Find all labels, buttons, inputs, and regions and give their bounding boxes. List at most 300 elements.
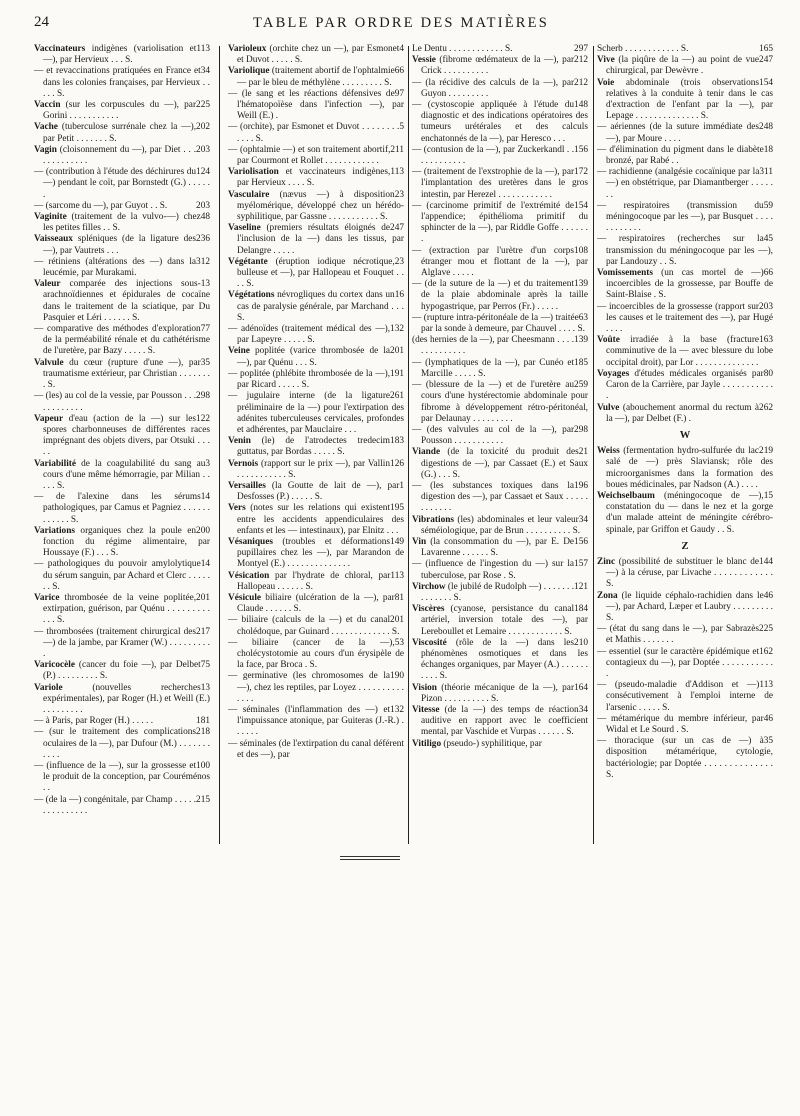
entry-headword: Vaginite — [34, 212, 67, 223]
index-entry — [228, 391, 404, 436]
entry-headword: Valeur — [34, 279, 61, 290]
page-reference: 15 — [763, 490, 773, 501]
page-reference: 100 — [196, 761, 210, 771]
entry-text: abdominale (trois observations relatives à la conduite à tenir dans le cas d'extraction de l'enfant par la —), par Lepage . . . . . . . . . . . . . . S. — [606, 77, 773, 122]
entry-text: (tuberculose surrénale chez la —), par Petit . . . . . . . S. — [43, 122, 197, 144]
page-reference: 59 — [763, 200, 773, 211]
page-reference: 162 — [759, 646, 773, 657]
entry-headword: Vaccin — [34, 100, 61, 111]
entry-text: (de la toxicité du produit des digestions de —), par Cassaet (E.) et Saux (G.) . . . S. — [421, 447, 588, 480]
index-entry — [228, 615, 404, 637]
page-reference: 164 — [574, 682, 588, 693]
entry-headword: Vive — [597, 55, 615, 66]
entry-text: (théorie mécanique de la —), par Pizon . . . . . . . . . . S. — [421, 682, 575, 704]
entry-text: (cancer du foie —), par Delbet (P.) . . . . . . . . . S. — [43, 660, 201, 682]
page-reference: 35 — [763, 736, 773, 747]
index-entry — [228, 145, 404, 167]
page-reference: 156 — [574, 144, 588, 155]
page-reference: 63 — [578, 312, 588, 323]
index-entry — [228, 44, 404, 66]
index-entry — [597, 591, 773, 625]
index-entry — [228, 537, 404, 571]
page-reference: 200 — [196, 525, 210, 536]
entry-text: — (sarcome du —), par Guyot . . S. — [34, 200, 168, 211]
page-reference: 126 — [390, 458, 404, 469]
entry-text: thrombosée de la veine poplitée, extirpation, guérison, par Quénu . . . . . . . . . . . . S. — [43, 592, 210, 626]
page-reference: 181 — [196, 716, 210, 727]
entry-headword: Viscères — [412, 604, 445, 615]
entry-text: (nævus —) à disposition myélomérique, développé chez un hérédo-syphilitique, par Gassne . . . . . . . . . . . S. — [237, 189, 404, 223]
entry-text: biliaire (ulcération de la —), par Claude . . . . . . S. — [237, 592, 395, 615]
page-reference: 202 — [196, 122, 210, 133]
column-rule — [593, 46, 594, 844]
page-reference: 172 — [574, 167, 588, 178]
page-reference: 184 — [574, 604, 588, 615]
page-reference: 18 — [763, 144, 773, 155]
page-reference: 144 — [759, 556, 773, 567]
entry-text: (le liquide céphalo-rachidien dans le —), par Achard, Læper et Laubry . . . . . . . . . S. — [606, 590, 773, 623]
entry-text: (rôle de la —) dans les phénomènes osmotiques et dans les échanges organiques, par Mayer (A.) . . . . . . . . . . S. — [421, 637, 588, 682]
index-entry — [34, 459, 210, 493]
index-entry — [597, 78, 773, 123]
entry-text: — (traitement de l'exstrophie de la —), par l'implantation des uretères dans le gros intestin, par Herezel . . . . . . . . . . . . — [412, 167, 588, 200]
entry-text: — (cystoscopie appliquée à l'étude du diagnostic et des indications opératoires des tumeurs urétérales et des calculs enchatonnés de la —), par Heresco . . . — [412, 100, 588, 144]
index-entry — [412, 638, 588, 683]
index-entry — [597, 369, 773, 403]
page-reference: 5 — [399, 122, 404, 133]
index-entry — [228, 122, 404, 144]
page-reference: 53 — [394, 637, 404, 648]
entry-text: — d'élimination du pigment dans le diabète bronzé, par Rabé . . — [597, 144, 764, 167]
entry-text: — séminales (l'inflammation des —) et l'impuissance atonique, par Guiteras (J.-R.) . . . . . . — [228, 704, 404, 738]
index-entry — [34, 526, 210, 560]
index-entry — [228, 346, 404, 368]
page-reference: 14 — [200, 492, 210, 503]
index-entry — [412, 55, 588, 77]
index-entry — [597, 55, 773, 77]
index-entry — [412, 447, 588, 481]
section-letter: W — [679, 429, 691, 441]
page-reference: 195 — [390, 503, 404, 514]
entry-text: — de l'alexine dans les sérums pathologiques, par Camus et Pagniez . . . . . . . . . . . . S. — [34, 492, 210, 525]
entry-text: — poplitée (phlébite thrombosée de la —), par Ricard . . . . . S. — [228, 368, 391, 391]
index-columns — [34, 44, 773, 844]
page-reference: 185 — [574, 357, 588, 368]
index-entry — [597, 714, 773, 736]
entry-text: — (la récidive des calculs de la —), par Guyon . . . . . . . . . — [412, 77, 575, 99]
page-reference: 191 — [390, 368, 404, 379]
index-entry — [34, 145, 210, 167]
page-reference: 23 — [394, 256, 404, 267]
entry-text: — (lymphatiques de la —), par Cunéo et Marcille . . . . . S. — [412, 357, 575, 379]
entry-text: — (rupture intra-péritonéale de la —) traitée par la sonde à demeure, par Chauvel . . . . S. — [412, 312, 585, 335]
entry-text: (orchite chez un —), par Esmonet et Duvot . . . . . S. — [237, 44, 400, 66]
index-entry — [34, 167, 210, 201]
page-reference: 190 — [390, 671, 404, 682]
entry-text: spléniques (de la ligature des —), par Vautrets . . . — [43, 234, 197, 256]
entry-text: — (les substances toxiques dans la digestion des —), par Cassaet et Saux . . . . . . . . . . . . — [412, 480, 588, 514]
index-entry — [228, 481, 404, 503]
entry-headword: Vaccinateurs — [34, 44, 86, 54]
page-reference: 108 — [574, 245, 588, 256]
entry-text: organiques chez la poule en fonction du régime alimentaire, par Houssaye (F.) . . . S. — [43, 525, 210, 559]
page-reference: 1 — [399, 480, 404, 491]
page-title: TABLE PAR ORDRE DES MATIÈRES — [253, 15, 549, 31]
entry-headword: Varicocèle — [34, 660, 75, 671]
entry-text: indigènes (variolisation et —), par Hervieux . . . S. — [43, 44, 197, 66]
index-entry — [412, 604, 588, 638]
index-entry — [597, 145, 773, 167]
entry-text: (possibilité de substituer le blanc de —) à la céruse, par Livache . . . . . . . . . . . . S. — [606, 556, 773, 590]
entry-headword: Weichselbaum — [597, 490, 655, 501]
index-entry — [597, 680, 773, 714]
page-reference: 113 — [390, 167, 404, 178]
entry-text: (de la —) des temps de réaction auditive en rapport avec le coefficient mental, par Vaschide et Vurpas . . . . . . S. — [421, 704, 588, 738]
entry-headword: Varice — [34, 592, 60, 603]
index-entry — [228, 739, 404, 761]
index-entry — [412, 100, 588, 145]
page-reference: 45 — [763, 234, 773, 245]
entry-text: (troubles et déformations pupillaires chez les —), par Marandon de Montyel (E.) . . . . . . . . . . . . . . — [237, 536, 404, 570]
page-reference: 46 — [763, 590, 773, 601]
entry-headword: Vapeur — [34, 413, 64, 424]
index-entry — [597, 122, 773, 144]
index-entry — [228, 571, 404, 593]
entry-text: — (le sang et les réactions défensives de l'hématopoïèse dans l'infection —), par Weill (E.) . — [228, 88, 404, 122]
entry-text: — rachidienne (analgésie cocaïnique par la —) en obstétrique, par Diamantberger . . . . . . . — [597, 167, 773, 200]
index-entry — [412, 358, 588, 380]
page-reference: 34 — [578, 514, 588, 525]
index-entry — [412, 425, 588, 447]
entry-headword: Vernois — [228, 458, 259, 469]
entry-text: (cyanose, persistance du canal artériel, inversion totale des —), par Lereboullet et Lemaire . . . . . . . . . . . . S. — [421, 604, 588, 637]
entry-text: d'études médicales organisés par Caron de la Carrière, par Jayle . . . . . . . . . . . . — [606, 368, 773, 402]
index-entry — [228, 459, 404, 481]
index-entry — [34, 257, 210, 279]
entry-text: (la Goutte de lait de —), par Desfosses (P.) . . . . . S. — [237, 480, 400, 503]
page-reference: 165 — [759, 44, 773, 54]
page-reference: 48 — [200, 212, 210, 223]
page-reference: 247 — [759, 55, 773, 66]
page-reference: 196 — [574, 480, 588, 491]
entry-headword: Valvule — [34, 357, 64, 368]
page-reference: 113 — [390, 570, 404, 581]
entry-text: (les) abdominales et leur valeur séméiologique, par de Brun . . . . . . . . . . S. — [421, 514, 581, 536]
entry-text: — biliaire (calculs de la —) et du canal cholédoque, par Guinard . . . . . . . . . . . . . S. — [228, 615, 400, 637]
index-entry — [412, 313, 588, 335]
entry-headword: Végétations — [228, 290, 275, 301]
page-reference: 13 — [200, 682, 210, 693]
page-reference: 66 — [394, 66, 404, 77]
page-reference: 183 — [390, 436, 404, 447]
index-column-2 — [228, 44, 404, 844]
entry-text: — (contribution à l'étude des déchirures du —) pendant le coït, par Bornstedt (G.) . . . . . . — [34, 167, 210, 200]
entry-text: (méningocoque de —), constatation du — dans le nez et la gorge d'un malade atteint de méningite cérébro-spinale, par Griffon et Gaudy . . S. — [606, 490, 773, 535]
entry-headword: Veine — [228, 346, 250, 357]
index-entry — [228, 705, 404, 739]
page-reference: 132 — [390, 704, 404, 715]
page-reference: 66 — [763, 268, 773, 279]
index-entry — [412, 201, 588, 246]
page-reference: 113 — [759, 680, 773, 691]
entry-text: (sur les corpuscules du —), par Gorini . . . . . . . . . . . — [43, 100, 197, 122]
entry-headword: Variolique — [228, 66, 270, 77]
page-reference: 14 — [200, 559, 210, 570]
entry-text: (notes sur les relations qui existent entre les accidents appendiculaires des enfants et les — intestinaux), par Elnitz . . . — [237, 503, 404, 536]
index-entry — [412, 380, 588, 425]
index-entry — [34, 761, 210, 795]
entry-text: (nouvelles recherches expérimentales), par Roger (H.) et Weill (E.) . . . . . . . . . — [43, 682, 210, 715]
page-reference: 148 — [574, 100, 588, 111]
page-reference: 13 — [200, 279, 210, 290]
entry-text: (des hernies de la —), par Cheesmann . . . . . . . . . . . . . . — [412, 335, 575, 357]
entry-headword: Voûte — [597, 335, 620, 346]
index-entry — [34, 414, 210, 459]
index-entry — [228, 89, 404, 123]
index-entry — [597, 44, 773, 55]
section-letter: Z — [681, 540, 689, 552]
page-reference: 21 — [578, 447, 588, 458]
page-reference: 201 — [196, 592, 210, 603]
entry-headword: Weiss — [597, 446, 620, 457]
entry-text: névrogliques du cortex dans un cas de paralysie générale, par Marchand . . . S. — [237, 290, 404, 323]
entry-text: — (pseudo-maladie d'Addison et —) consécutivement à l'emploi interne de l'arsenic . . . . . S. — [597, 680, 773, 713]
entry-text: — (orchite), par Esmonet et Duvot . . . . . . . . . . . . S. — [228, 122, 400, 144]
index-entry — [597, 167, 773, 201]
page-reference: 225 — [759, 624, 773, 635]
page-reference: 16 — [394, 290, 404, 301]
entry-text: (traitement de la vulvo-—) chez les petites filles . . S. — [43, 212, 201, 234]
column-rule — [408, 46, 409, 844]
page-reference: 203 — [196, 144, 210, 155]
index-entry — [597, 624, 773, 646]
entry-text: (le jubilé de Rudolph —) . . . . . . . . . . . . . . S. — [421, 581, 575, 603]
entry-text: — aériennes (de la suture immédiate des —), par Moure . . . . — [597, 122, 760, 144]
entry-headword: Vulve — [597, 402, 620, 413]
entry-headword: Vitiligo — [412, 738, 442, 749]
index-entry — [412, 335, 588, 357]
page-reference: 75 — [200, 660, 210, 671]
entry-text: — thrombosées (traitement chirurgical des —) de la jambe, par Kramer (W.) . . . . . . . . . . — [34, 626, 210, 659]
entry-text: irradiée à la base (fracture comminutive de la — avec blessure du lobe occipital droit), par Lor . . . . . . . . . . . . . . — [606, 335, 773, 368]
index-entry — [597, 201, 773, 235]
page-reference: 97 — [394, 88, 404, 99]
column-rule — [219, 46, 220, 844]
entry-headword: Venin — [228, 436, 251, 447]
entry-text: d'eau (action de la —) sur les spores charbonneuses de différentes races imprégnant des objets divers, par Otsuki . . . . . — [43, 413, 210, 458]
entry-text: (fibrome œdémateux de la —), par Crick . . . . . . . . . . — [421, 55, 575, 77]
page-reference: 297 — [574, 44, 588, 54]
page-reference: 248 — [759, 122, 773, 133]
page-reference: 154 — [759, 77, 773, 88]
page-number: 24 — [34, 14, 49, 30]
entry-text: — séminales (de l'extirpation du canal déférent et des —), par — [228, 738, 404, 760]
entry-text: — (les) au col de la vessie, par Pousson . . . . . . . . . . . . — [34, 391, 197, 413]
entry-text: (pseudo-) syphilitique, par — [441, 738, 542, 749]
entry-text: — (de la —) congénitale, par Champ . . . . . . . . . . . . . . . — [34, 794, 197, 816]
entry-text: du cœur (rupture d'une —), par traumatisme extérieur, par Christian . . . . . . . . S. — [43, 357, 210, 391]
entry-text: Le Dentu . . . . . . . . . . . . S. — [412, 44, 513, 54]
index-entry — [34, 660, 210, 682]
page-reference: 203 — [196, 200, 210, 211]
index-entry — [597, 302, 773, 336]
page-reference: 210 — [574, 637, 588, 648]
entry-text: (éruption iodique nécrotique, bulleuse et —), par Hallopeau et Fouquet . . . . S. — [237, 256, 404, 290]
index-entry — [34, 716, 210, 727]
entry-text: (le) de l'atrodectes tredecim guttatus, par Bordas . . . . . S. — [237, 436, 391, 458]
page-reference: 154 — [574, 200, 588, 211]
entry-text: — (blessure de la —) et de l'uretère au cours d'une hystérectomie abdominale pour fibrome à développement rétro-péritonéal, par Delaunay . . . . . . . . . — [412, 380, 588, 424]
entry-text: et vaccinateurs indigènes, par Hervieux . . . . S. — [237, 167, 391, 189]
entry-text: — à Paris, par Roger (H.) . . . . . — [34, 716, 154, 727]
page-reference: 218 — [196, 727, 210, 738]
page-reference: 156 — [574, 536, 588, 547]
entry-headword: Voyages — [597, 368, 630, 379]
entry-headword: Virchow — [412, 581, 446, 592]
page-reference: 3 — [205, 458, 210, 469]
page-reference: 23 — [394, 189, 404, 200]
index-entry — [597, 647, 773, 681]
page-reference: 215 — [196, 794, 210, 805]
index-entry — [34, 122, 210, 144]
footer-rule — [340, 859, 400, 860]
index-entry — [34, 358, 210, 392]
entry-text: par l'hydrate de chloral, par Hallopeau . . . . . . S. — [237, 570, 391, 592]
entry-text: — (carcinome primitif de l'extrémité de l'appendice; épithélioma primitif du sphincter de la —), par Riddle Goffe . . . . . . . — [412, 200, 588, 245]
entry-text: — jugulaire interne (de la ligature préliminaire de la —) pour l'extirpation des adénites tuberculeuses cervicales, profondes et adhérentes, par Mauclaire . . . — [228, 391, 404, 435]
page-reference: 35 — [200, 357, 210, 368]
entry-text: — biliaire (cancer de la —), cholécystotomie au cours d'un érysipèle de la face, par Broca . S. — [228, 637, 404, 671]
entry-text: — (influence de la —), sur la grossesse et le produit de la conception, par Couréménos . . — [34, 761, 210, 794]
entry-text: — germinative (les chromosomes de la —), chez les reptiles, par Loyez . . . . . . . . . . . . . . — [228, 671, 404, 704]
entry-headword: Voie — [597, 77, 615, 88]
entry-text: poplitée (varice thrombosée de la —), par Quénu . . . S. — [237, 346, 391, 368]
index-entry — [34, 279, 210, 324]
page-reference: 149 — [390, 536, 404, 547]
index-entry — [34, 324, 210, 358]
index-entry — [228, 503, 404, 537]
entry-text: de la coagulabilité du sang au cours d'une même hémorragie, par Milian . . . . . S. — [43, 458, 210, 491]
page-header — [34, 14, 768, 38]
entry-text: — comparative des méthodes d'exploration de la perméabilité rénale et du cathétérisme de l'uretère, par Bazy . . . . . S. — [34, 324, 210, 357]
page-reference: 113 — [196, 44, 210, 54]
index-entry — [228, 369, 404, 391]
entry-headword: Vagin — [34, 144, 57, 155]
page-reference: 298 — [196, 391, 210, 402]
index-entry — [228, 167, 404, 189]
page-reference: 34 — [200, 66, 210, 77]
index-entry — [228, 223, 404, 257]
entry-text: — rétiniens (altérations des —) dans la leucémie, par Murakami. — [34, 256, 197, 279]
page-reference: 311 — [759, 167, 773, 178]
entry-text: — adénoïdes (traitement médical des —), par Lapeyre . . . . . S. — [228, 324, 391, 346]
index-entry — [34, 234, 210, 256]
index-entry — [597, 335, 773, 369]
entry-headword: Vision — [412, 682, 437, 693]
page-reference: 212 — [574, 77, 588, 88]
index-entry — [228, 66, 404, 88]
entry-headword: Vin — [412, 536, 427, 547]
page-reference: 121 — [574, 581, 588, 592]
entry-text: — incoercibles de la grossesse (rapport sur les causes et le traitement des —), par Hugé . . . . — [597, 301, 773, 335]
page-reference: 4 — [399, 44, 404, 54]
index-entry — [412, 559, 588, 581]
page-reference: 217 — [196, 626, 210, 637]
index-entry — [34, 44, 210, 66]
entry-headword: Versailles — [228, 480, 266, 491]
entry-text: (premiers résultats éloignés de l'inclusion de la —) dans les tissus, par Delangre . . . . . — [237, 223, 404, 256]
index-entry — [228, 324, 404, 346]
entry-text: — (extraction par l'urètre d'un corps étranger mou et flottant de la —), par Alglave . . . . . — [412, 245, 588, 279]
page-reference: 46 — [763, 713, 773, 724]
entry-text: (un cas mortel de —) incoercibles de la grossesse, par Bouffe de Saint-Blaise . S. — [606, 268, 773, 301]
entry-text: — essentiel (sur le caractère épidémique et contagieux du —), par Doptée . . . . . . . . . . . . — [597, 646, 773, 679]
entry-text: (fermentation hydro-sulfurée du lac salé de —) près Slaviansk; rôle des microorganismes dans la formation des boues médicinales, par Nadson (A.) . . . . — [606, 446, 773, 490]
page-reference: 81 — [394, 592, 404, 603]
index-entry — [412, 515, 588, 537]
entry-text: — respiratoires (recherches sur la transmission du méningocoque par les —), par Landouzy . . S. — [597, 234, 773, 267]
entry-headword: Vasculaire — [228, 189, 270, 200]
index-entry — [34, 391, 210, 413]
index-entry — [228, 436, 404, 458]
index-entry — [228, 257, 404, 291]
entry-text: (rapport sur le prix —), par Vallin . . . . . . . . . . . S. — [237, 458, 391, 480]
index-entry — [228, 190, 404, 224]
page-reference: 34 — [578, 704, 588, 715]
index-entry — [34, 66, 210, 100]
index-entry — [34, 559, 210, 593]
entry-headword: Variole — [34, 682, 63, 693]
page-reference: 212 — [574, 55, 588, 66]
page-reference: 298 — [574, 424, 588, 435]
index-entry — [34, 627, 210, 661]
entry-headword: Vésaniques — [228, 536, 273, 547]
index-entry — [228, 638, 404, 672]
index-entry — [597, 491, 773, 536]
entry-headword: Vaseline — [228, 223, 261, 234]
page-reference: 122 — [196, 413, 210, 424]
index-column-4 — [597, 44, 773, 844]
entry-text: (la consommation du —), par E. De Lavarenne . . . . . . S. — [421, 536, 575, 559]
page-reference: 201 — [390, 346, 404, 357]
index-column-1 — [34, 44, 210, 844]
page-reference: 236 — [196, 234, 210, 245]
entry-text: (traitement abortif de l'ophtalmie — par le bleu de méthylène . . . . . . . . . S. — [237, 66, 395, 88]
entry-headword: Vers — [228, 503, 246, 514]
page-reference: 139 — [574, 279, 588, 290]
index-entry — [412, 481, 588, 515]
entry-text: — et revaccinations pratiquées en France et dans les colonies françaises, par Hervieux . . . . . S. — [34, 66, 210, 99]
page-reference: 312 — [196, 256, 210, 267]
index-entry — [412, 167, 588, 201]
page-reference: 211 — [390, 144, 404, 155]
page-reference: 225 — [196, 100, 210, 111]
page-reference: 157 — [574, 559, 588, 570]
entry-headword: Vésication — [228, 570, 270, 581]
page-reference: 262 — [759, 402, 773, 413]
page-reference: 219 — [759, 446, 773, 457]
page-reference: 80 — [763, 368, 773, 379]
entry-headword: Viscosité — [412, 637, 447, 648]
entry-text: Scherb . . . . . . . . . . . . S. — [597, 44, 689, 54]
page-reference: 163 — [759, 335, 773, 346]
index-column-3 — [412, 44, 588, 844]
index-entry — [597, 736, 773, 781]
entry-text: — métamérique du membre inférieur, par Widal et Le Sourd . S. — [597, 713, 764, 735]
entry-text: — thoracique (sur un cas de —) à disposition métamérique, cytologie, bactériologie; par Doptée . . . . . . . . . . . . . . S. — [597, 736, 773, 780]
index-entry — [597, 268, 773, 302]
index-entry — [34, 100, 210, 122]
